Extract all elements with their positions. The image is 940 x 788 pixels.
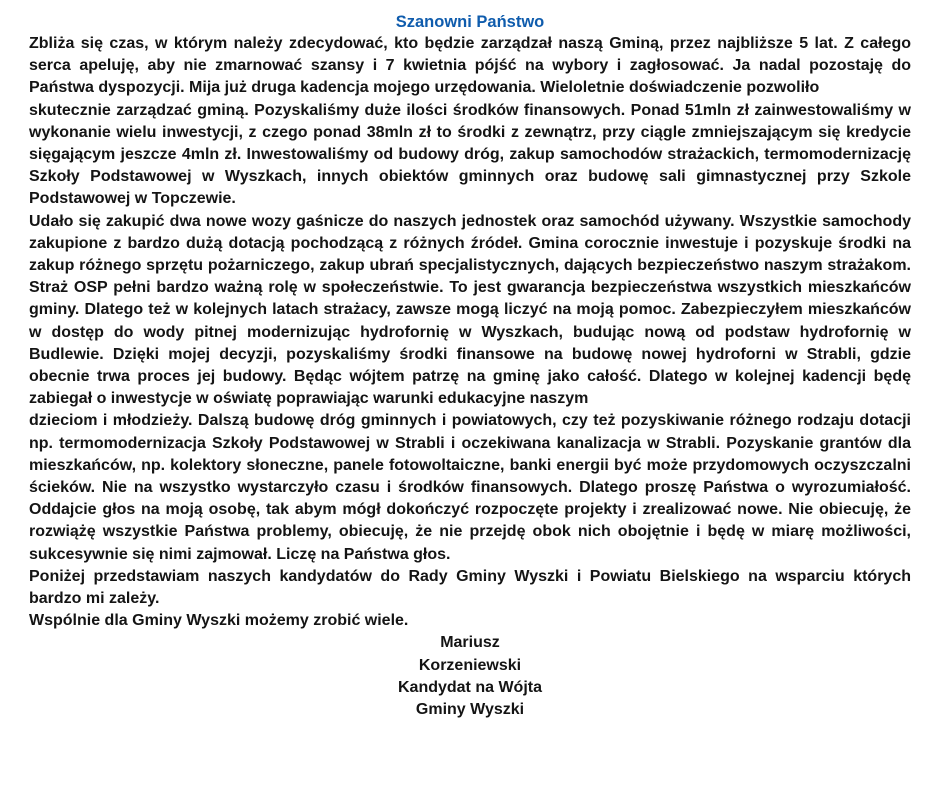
signature-municipality: Gminy Wyszki (415, 701, 525, 719)
signature-candidate-title: Kandydat na Wójta (397, 678, 542, 696)
paragraph-closing-slogan: Wspólnie dla Gminy Wyszki możemy zrobić wiele. (29, 612, 409, 630)
signature-last-name: Korzeniewski (418, 656, 522, 674)
paragraph-investments: skutecznie zarządzać gminą. Pozyskaliśmy duże ilości środków finansowych. Ponad 51mln zł zainwestowaliśmy w wykonanie wielu inwestycji, z czego ponad 38mln zł to środki z zewnątrz, przy ciągle zmniejszającym się kredycie sięgającym jeszcze 4mln zł. Inwestowaliśmy od budowy dróg, zakup samochodów strażackich, termomodernizację Szkoły Podstawowej w Wyszkach, innych obiektów gminnych oraz budowę sali gimnastycznej przy Szkole Podstawowej w Topczewie. (29, 101, 911, 208)
signature-first-name: Mariusz (440, 634, 500, 652)
letter-salutation-heading: Szanowni Państwo (395, 13, 545, 31)
paragraph-future-plans: dzieciom i młodzieży. Dalszą budowę dróg gminnych i powiatowych, czy też pozyskiwanie różnego rodzaju dotacji np. termomodernizacja Szkoły Podstawowej w Strabli i oczekiwana kanalizacja w Strabli. Pozyskanie grantów dla mieszkańców, np. kolektory słoneczne, panele fotowoltaiczne, banki energii być może przydomowych oczyszczalni ścieków. Nie na wszystko wystarczyło czasu i środków finansowych. Dlatego proszę Państwa o wyrozumiałość. Oddajcie głos na moją osobę, tak abym mógł dokończyć rozpoczęte projekty i zrealizować nowe. Nie obiecuję, że rozwiążę wszystkie Państwa problemy, obiecuję, że nie przejdę obok nich obojętnie i będę w miarę możliwości, sukcesywnie się nimi zajmował. Liczę na Państwa głos. (29, 412, 911, 563)
paragraph-candidates-support: Poniżej przedstawiam naszych kandydatów do Rady Gminy Wyszki i Powiatu Bielskiego na wsparciu których bardzo mi zależy. (29, 567, 911, 608)
signature-block (29, 632, 911, 721)
paragraph-intro-election: Zbliża się czas, w którym należy zdecydować, kto będzie zarządzał naszą Gminą, przez najbliższe 5 lat. Z całego serca apeluję, aby nie zmarnować szansy i 7 kwietnia pójść na wybory i zagłosować. Ja nadal pozostaję do Państwa dyspozycji. Mija już druga kadencja mojego urzędowania. Wieloletnie doświadczenie pozwoliło (29, 35, 911, 97)
paragraph-fire-brigade-water: Udało się zakupić dwa nowe wozy gaśnicze do naszych jednostek oraz samochód używany. Wszystkie samochody zakupione z bardzo dużą dotacją pochodzącą z różnych źródeł. Gmina corocznie inwestuje i pozyskuje środki na zakup różnego sprzętu pożarniczego, zakup ubrań specjalistycznych, dających bezpieczeństwo naszym strażakom. Straż OSP pełni bardzo ważną rolę w społeczeństwie. To jest gwarancja bezpieczeństwa wszystkich mieszkańców gminy. Dlatego też w kolejnych latach strażacy, zawsze mogą liczyć na moją pomoc. Zabezpieczyłem mieszkańców w dostęp do wody pitnej modernizując hydrofornię w Wyszkach, budując nową od podstaw hydrofornię w Budlewie. Dzięki mojej decyzji, pozyskaliśmy środki finansowe na budowę nowej hydroforni w Strabli, gdzie obecnie trwa proces jej budowy. Będąc wójtem patrzę na gminę jako całość. Dlatego w kolejnej kadencji będę zabiegał o inwestycje w oświatę poprawiając warunki edukacyjne naszym (29, 212, 911, 408)
